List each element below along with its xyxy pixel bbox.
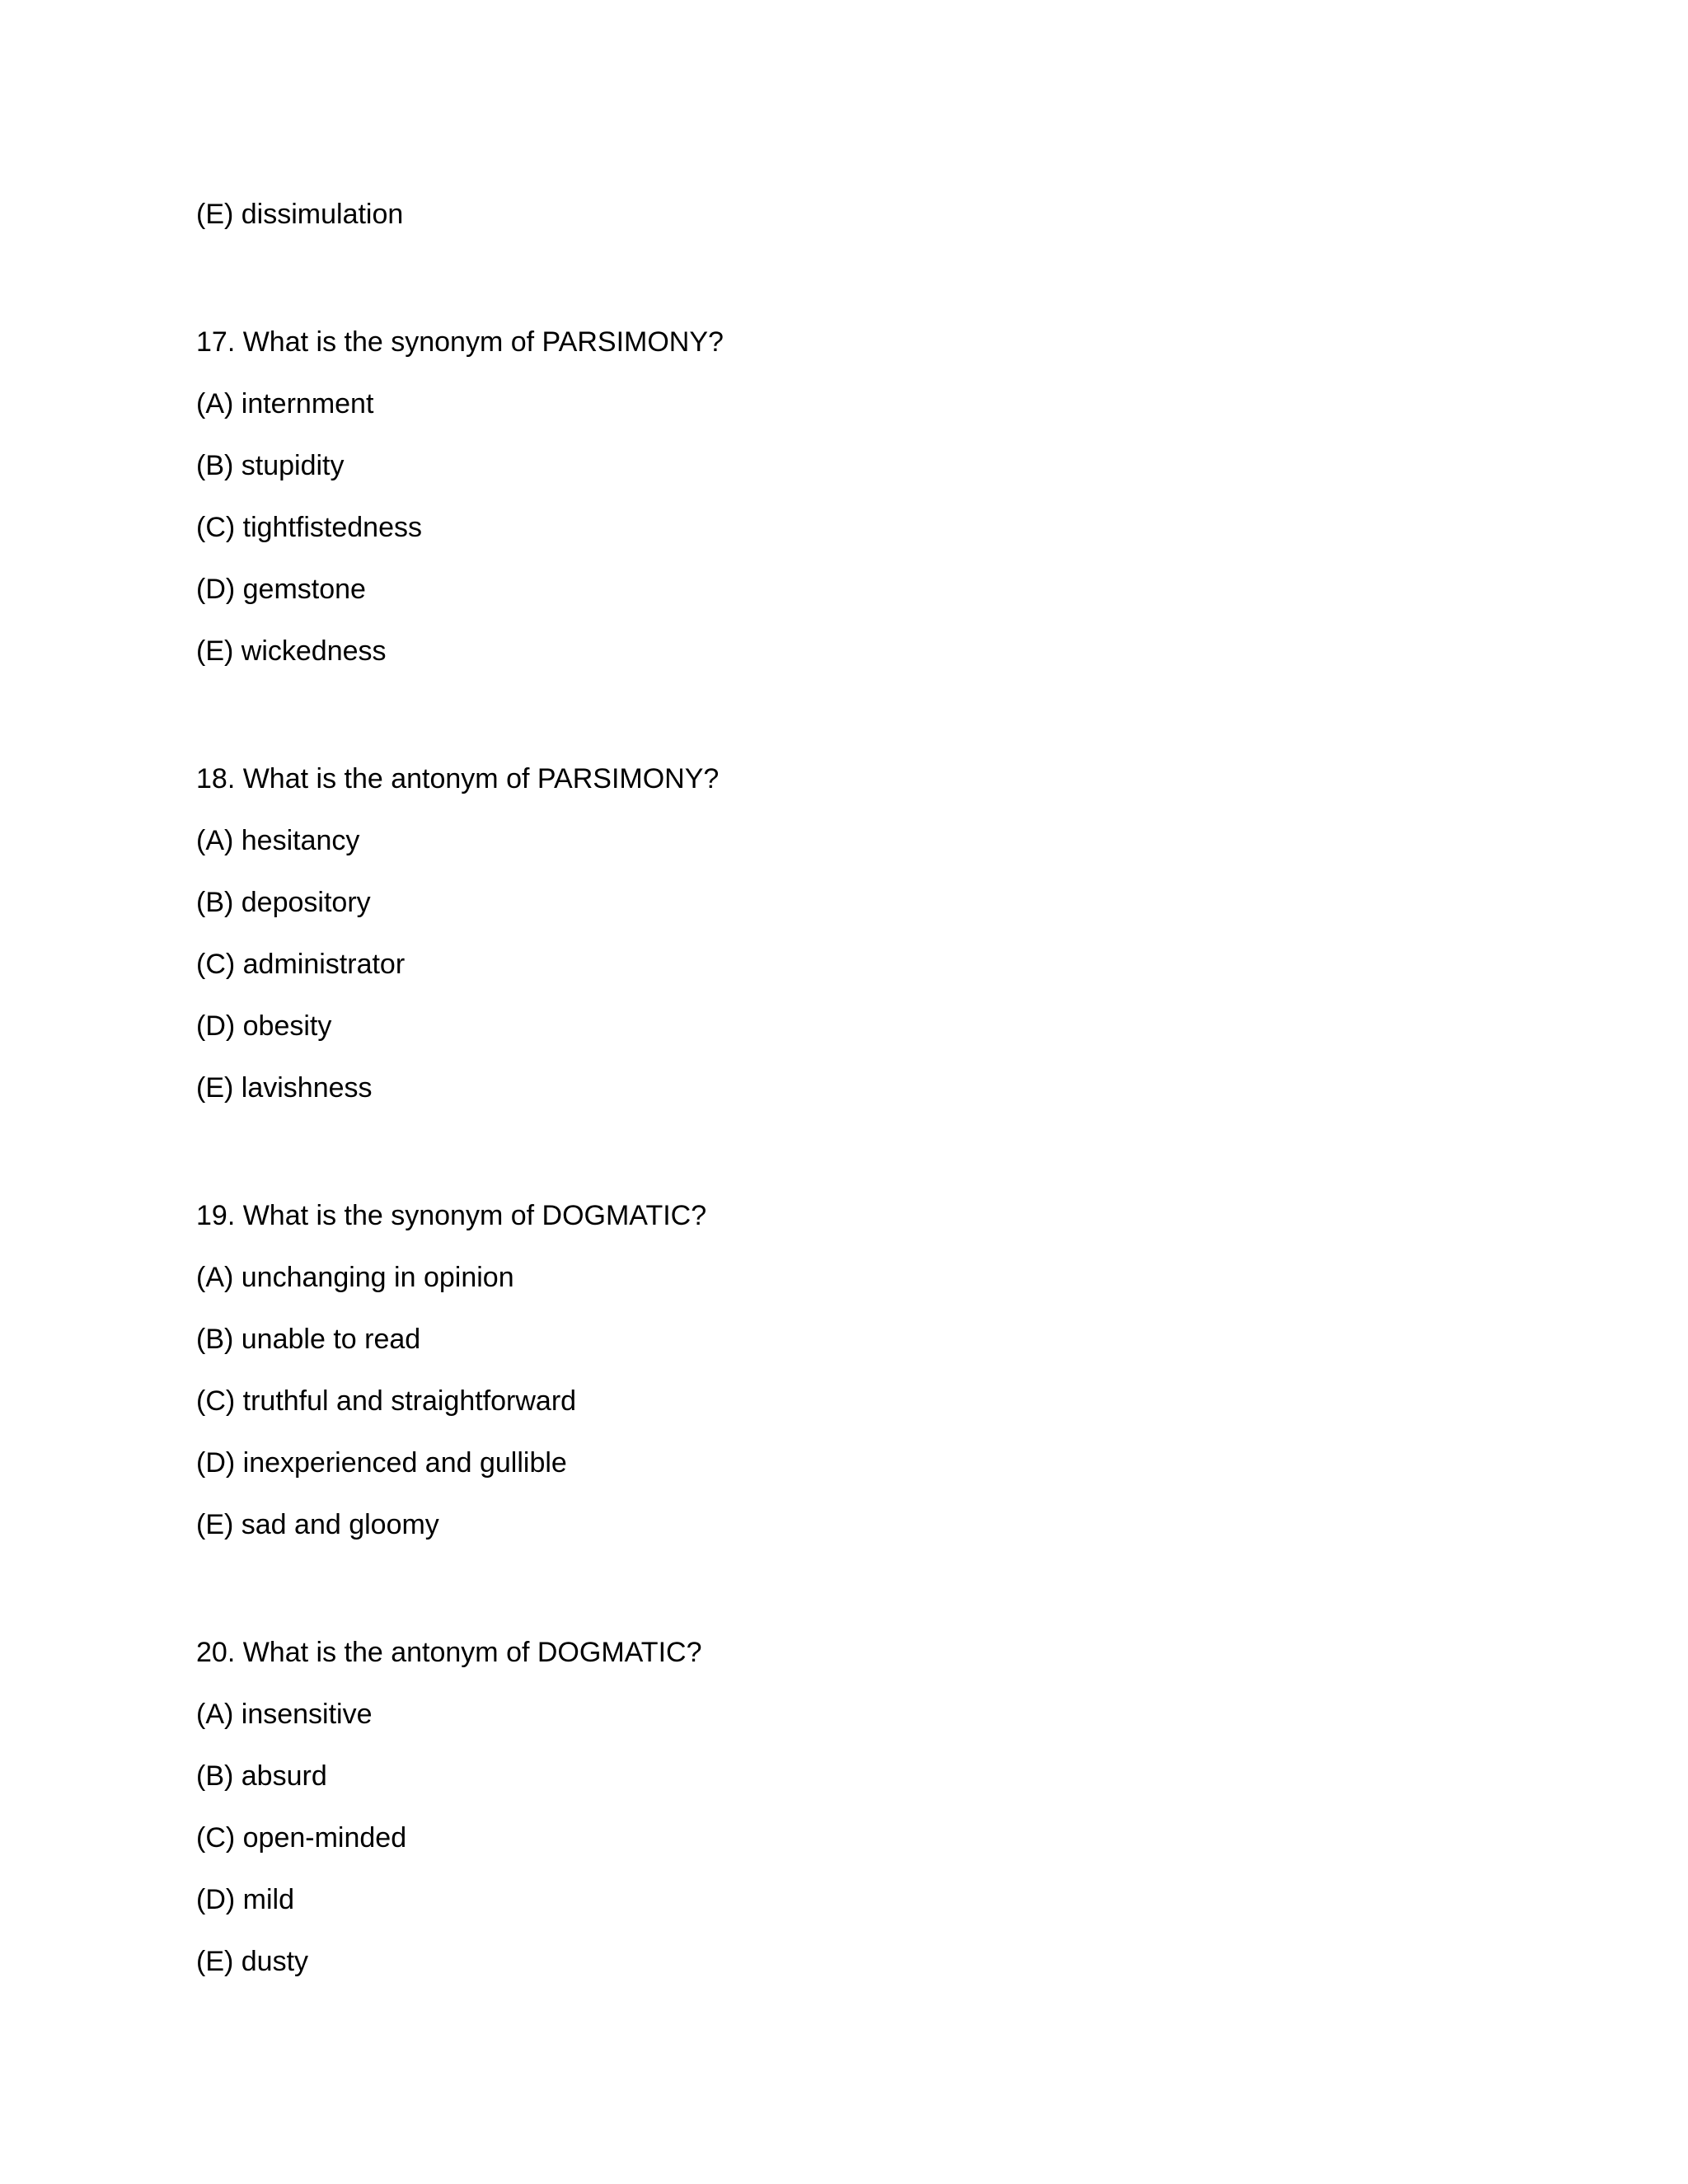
answer-choice: (C) truthful and straightforward (196, 1385, 577, 1417)
answer-choice: (B) depository (196, 887, 371, 918)
continued-choice: (E) dissimulation (196, 199, 404, 230)
document-content (196, 198, 1515, 2007)
question-prompt: 19. What is the synonym of DOGMATIC? (196, 1200, 707, 1231)
answer-choice: (D) inexperienced and gullible (196, 1447, 567, 1479)
question-block-18 (196, 762, 1515, 1104)
answer-choice: (A) internment (196, 388, 374, 419)
answer-choice: (C) tightfistedness (196, 512, 422, 543)
answer-choice: (E) dusty (196, 1946, 309, 1977)
answer-choice: (E) sad and gloomy (196, 1509, 439, 1540)
answer-choice: (B) absurd (196, 1760, 327, 1792)
answer-choice: (D) obesity (196, 1010, 332, 1042)
question-prompt: 18. What is the antonym of PARSIMONY? (196, 763, 720, 794)
question-block-20 (196, 1636, 1515, 1978)
answer-choice: (C) administrator (196, 949, 406, 980)
answer-choice: (B) stupidity (196, 450, 345, 481)
answer-choice: (A) hesitancy (196, 825, 360, 856)
answer-choice: (A) unchanging in opinion (196, 1262, 514, 1293)
answer-choice: (E) wickedness (196, 635, 387, 667)
question-block-17 (196, 326, 1515, 668)
question-prompt: 17. What is the synonym of PARSIMONY? (196, 326, 724, 358)
answer-choice: (C) open-minded (196, 1822, 407, 1854)
answer-choice: (D) gemstone (196, 574, 366, 605)
question-block-19 (196, 1199, 1515, 1541)
answer-choice: (E) lavishness (196, 1072, 373, 1104)
answer-choice: (A) insensitive (196, 1699, 373, 1730)
answer-choice: (B) unable to read (196, 1324, 421, 1355)
answer-choice: (D) mild (196, 1884, 294, 1915)
question-prompt: 20. What is the antonym of DOGMATIC? (196, 1637, 702, 1668)
